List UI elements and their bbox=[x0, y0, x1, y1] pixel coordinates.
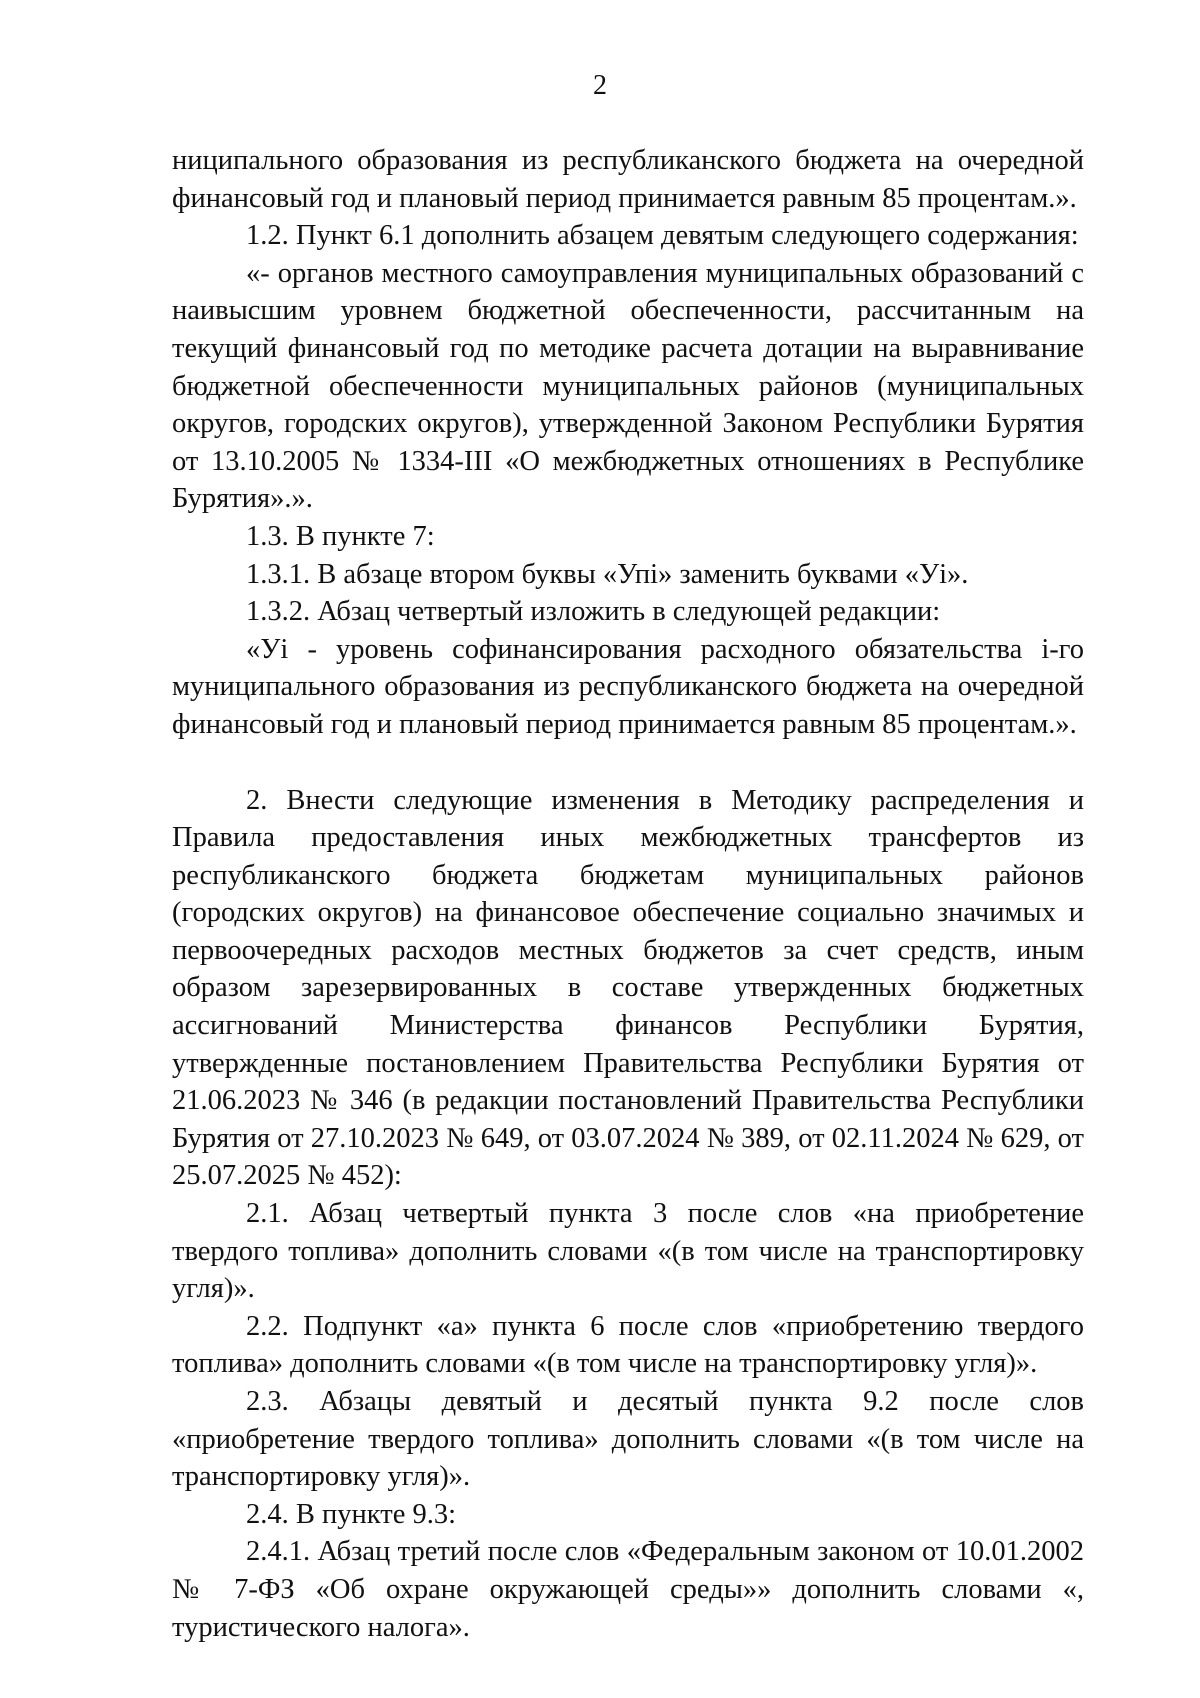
paragraph-1-3-2-quote: «Уi - уровень софинансирования расходного обязательства i-го муниципального образования из республиканского бюджета на очередной финансовый год и плановый период принимается равным 85 процентам.». bbox=[172, 633, 1084, 740]
paragraph-1-2: 1.2. Пункт 6.1 дополнить абзацем девятым следующего содержания: bbox=[246, 220, 1079, 252]
page-number: 2 bbox=[593, 70, 607, 101]
paragraph-2: 2. Внести следующие изменения в Методику распределения и Правила предоставления иных межбюджетных трансфертов из республиканского бюджета бюджетам муниципальных районов (городских округов) на финансовое обеспечение социально значимых и первоочередных расходов местных бюджетов за счет средств, иным образом зарезервированных в составе утвержденных бюджетных ассигнований Министерства финансов Республики Бурятия, утвержденные постановлением Правительства Республики Бурятия от 21.06.2023 № 346 (в редакции постановлений Правительства Республики Бурятия от 27.10.2023 № 649, от 03.07.2024 № 389, от 02.11.2024 № 629, от 25.07.2025 № 452): bbox=[172, 784, 1084, 1192]
paragraph-2-4-1: 2.4.1. Абзац третий после слов «Федеральным законом от 10.01.2002 № 7-ФЗ «Об охране окружающей среды»» дополнить словами «, туристического налога». bbox=[172, 1536, 1084, 1643]
paragraph-1-3: 1.3. В пункте 7: bbox=[246, 520, 435, 552]
paragraph-continuation: ниципального образования из республиканского бюджета на очередной финансовый год и плановый период принимается равным 85 процентам.». bbox=[172, 145, 1084, 214]
paragraph-2-4: 2.4. В пункте 9.3: bbox=[246, 1498, 457, 1530]
document-body bbox=[172, 142, 1084, 1646]
paragraph-2-2: 2.2. Подпункт «а» пункта 6 после слов «приобретению твердого топлива» дополнить словами «(в том числе на транспортировку угля)». bbox=[172, 1310, 1084, 1380]
paragraph-1-3-2: 1.3.2. Абзац четвертый изложить в следующей редакции: bbox=[246, 596, 941, 628]
paragraph-2-3: 2.3. Абзацы девятый и десятый пункта 9.2 после слов «приобретение твердого топлива» дополнить словами «(в том числе на транспортировку угля)». bbox=[172, 1386, 1084, 1493]
paragraph-2-1: 2.1. Абзац четвертый пункта 3 после слов «на приобретение твердого топлива» дополнить словами «(в том числе на транспортировку угля)». bbox=[172, 1198, 1084, 1305]
paragraph-1-2-quote: «- органов местного самоуправления муниципальных образований с наивысшим уровнем бюджетной обеспеченности, рассчитанным на текущий финансовый год по методике расчета дотации на выравнивание бюджетной обеспеченности муниципальных районов (муниципальных округов, городских округов), утвержденной Законом Республики Бурятия от 13.10.2005 № 1334-III «О межбюджетных отношениях в Республике Бурятия».». bbox=[172, 257, 1084, 515]
paragraph-1-3-1: 1.3.1. В абзаце втором буквы «Упi» заменить буквами «Уi». bbox=[246, 558, 969, 590]
